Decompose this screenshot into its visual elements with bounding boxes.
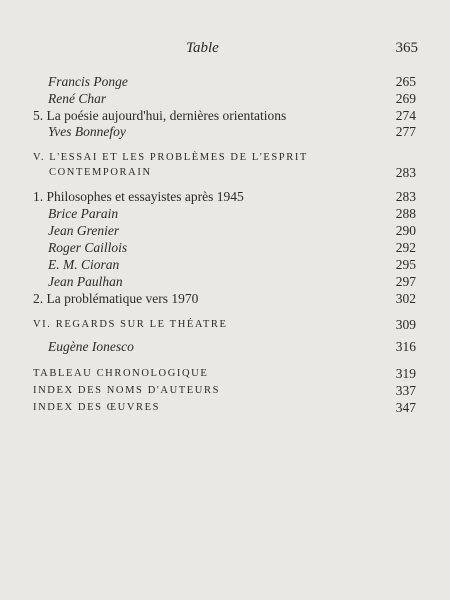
- toc-entry-page: 319: [395, 366, 416, 381]
- toc-entry-label: Brice Parain: [48, 206, 119, 221]
- toc-entry-label: Francis Ponge: [48, 74, 128, 89]
- toc-entry-label: René Char: [48, 91, 107, 106]
- toc-entry-page: 316: [395, 339, 416, 354]
- running-title: Table: [186, 40, 219, 56]
- toc-section-label: INDEX DES ŒUVRES: [33, 402, 161, 413]
- running-page-number: 365: [395, 40, 418, 56]
- toc-entry-label: 1. Philosophes et essayistes après 1945: [33, 189, 244, 204]
- toc-section-label: VI. REGARDS SUR LE THÉATRE: [33, 319, 228, 330]
- toc-entry-page: 274: [395, 108, 416, 123]
- toc-entry-page: 347: [395, 400, 416, 415]
- toc-entry-page: 309: [395, 317, 416, 332]
- toc-entry: [0, 291, 450, 311]
- toc-entry-page: 288: [395, 206, 416, 221]
- toc-entry-page: 283: [395, 165, 416, 180]
- toc-entry-page: 269: [395, 91, 416, 106]
- toc-entry-label: Roger Caillois: [48, 240, 128, 255]
- toc-section-heading: [0, 317, 450, 337]
- toc-entry-page: 292: [395, 240, 416, 255]
- toc-entry-page: 302: [395, 291, 416, 306]
- toc-section-heading: [0, 165, 450, 185]
- toc-section-heading: [0, 400, 450, 420]
- toc-entry-page: 295: [395, 257, 416, 272]
- toc-entry: [0, 124, 450, 144]
- toc-entry-label: Jean Grenier: [48, 223, 120, 238]
- toc-entry-page: 337: [395, 383, 416, 398]
- toc-section-label: TABLEAU CHRONOLOGIQUE: [33, 368, 209, 379]
- toc-entry-page: 283: [395, 189, 416, 204]
- toc-section-label: INDEX DES NOMS D'AUTEURS: [33, 385, 221, 396]
- toc-section-label: V. L'ESSAI ET LES PROBLÈMES DE L'ESPRIT: [33, 152, 308, 163]
- toc-entry-label: E. M. Cioran: [48, 257, 120, 272]
- toc-entry-page: 277: [395, 124, 416, 139]
- toc-entry-label: Eugène Ionesco: [48, 339, 134, 354]
- toc-entry-page: 290: [395, 223, 416, 238]
- toc-entry-label: Yves Bonnefoy: [48, 124, 126, 139]
- toc-entry-label: Jean Paulhan: [48, 274, 123, 289]
- toc-entry-page: 265: [395, 74, 416, 89]
- toc-section-label: CONTEMPORAIN: [49, 167, 152, 178]
- toc-entry-page: 297: [395, 274, 416, 289]
- toc-entry-label: 2. La problématique vers 1970: [33, 291, 199, 306]
- toc-entry: [0, 339, 450, 359]
- toc-entry-label: 5. La poésie aujourd'hui, dernières orientations: [33, 108, 287, 123]
